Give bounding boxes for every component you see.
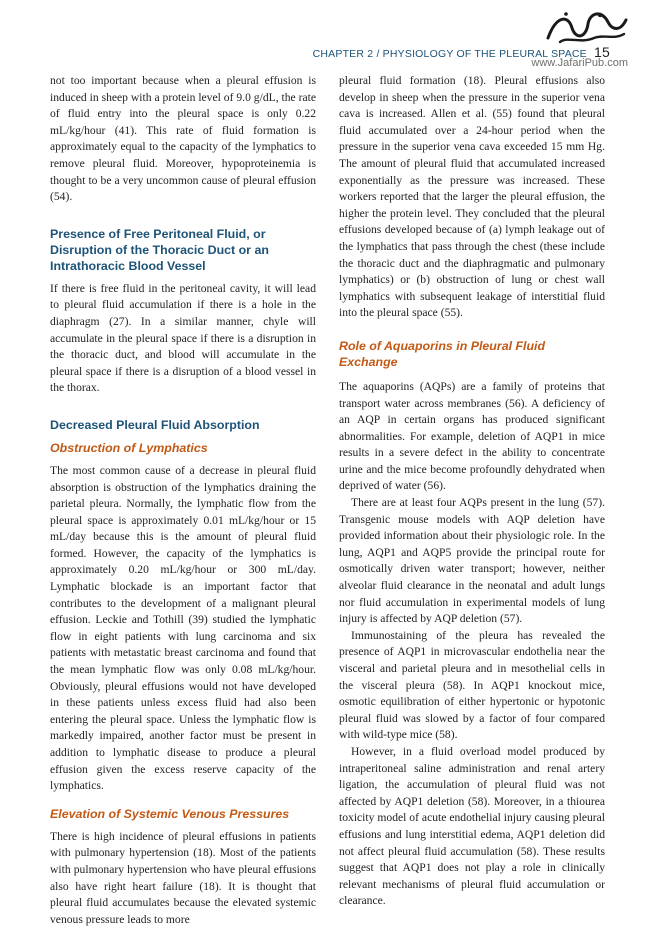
watermark-url: www.JafariPub.com xyxy=(531,57,628,69)
publisher-logo xyxy=(542,8,630,46)
right-column xyxy=(339,73,605,910)
left-paragraph-2: If there is free fluid in the peritoneal cavity, it will lead to pleural fluid accumulation if there is a hole in the diaphragm (27). In a similar manner, chyle will accumulate in the pleural space if there is a disruption in the thoracic duct, and blood will accumulate in the pleural space if there is a disruption of a blood vessel in the thorax. xyxy=(50,281,316,395)
left-paragraph-4: There is high incidence of pleural effusions in patients with pulmonary hypertension (18). Most of the patients with pulmonary hypertension who have pleural effusions also have right heart failure (18). It is thought that pleural fluid accumulates because the elevated systemic venous pressure leads to more xyxy=(50,829,316,926)
right-paragraph-5: However, in a fluid overload model produced by intraperitoneal saline administration and renal artery ligation, the accumulation of pleural fluid was not affected by AQP1 deletion (58). Moreover, in a thiourea toxicity model of acute endothelial injury causing pleural effusions and lung interstitial edema, AQP1 deletion did not affect pleural fluid accumulation (58). These results suggest that AQP1 does not play a role in clinically relevant mechanisms of pleural fluid accumulation or clearance. xyxy=(339,744,605,908)
left-paragraph-1: not too important because when a pleural effusion is induced in sheep with a protein level of 9.0 g/dL, the rate of fluid entry into the pleural space is only 0.22 mL/kg/hour (41). This rate of fluid formation is approximately equal to the capacity of the lymphatics to remove pleural fluid. Moreover, hypoproteinemia is thought to be a very uncommon cause of pleural effusion (54). xyxy=(50,74,316,204)
left-column xyxy=(50,73,316,928)
right-paragraph-2: The aquaporins (AQPs) are a family of proteins that transport water across membranes (56). A deficiency of an AQP in certain organs has produced significant abnormalities. For example, deletion of AQP1 in mice results in a severe defect in the ability to concentrate urine and the mice become profoundly dehydrated when deprived of water (56). xyxy=(339,379,605,493)
subheading-elevation-venous-pressures: Elevation of Systemic Venous Pressures xyxy=(50,806,290,821)
running-head-title: CHAPTER 2 / PHYSIOLOGY OF THE PLEURAL SPACE xyxy=(312,48,587,60)
section-heading-free-peritoneal-fluid: Presence of Free Peritoneal Fluid, or Disruption of the Thoracic Duct or an Intrathoracic Blood Vessel xyxy=(50,226,269,273)
subheading-role-of-aquaporins: Role of Aquaporins in Pleural Fluid Exchange xyxy=(339,338,546,369)
right-paragraph-1: pleural fluid formation (18). Pleural effusions also develop in sheep when the pressure in the superior vena cava is increased. Allen et al. (55) found that pleural fluid accumulated over a 24-hour period when the pressure in the superior vena cava exceeded 15 mm Hg. The amount of pleural fluid that accumulated increased exponentially as the pressure was increased. These workers reported that the larger the pleural effusion, the higher the protein level. They concluded that the pleural effusions developed because of (a) lymph leakage out of the lymphatics that pass through the chest (these include the thoracic duct and the diaphragmatic and pulmonary lymphatics) or (b) obstruction of lung or chest wall lymphatics with subsequent leakage of interstitial fluid into the pleural space (55). xyxy=(339,74,605,320)
subheading-obstruction-of-lymphatics: Obstruction of Lymphatics xyxy=(50,440,208,455)
right-paragraph-3: There are at least four AQPs present in the lung (57). Transgenic mouse models with AQP deletion have provided information about their physiologic role. In the lung, AQP1 and AQP5 provide the principal route for osmotically driven water transport; however, neither alveolar fluid clearance in the neonatal and adult lungs nor fluid accumulation in experimental models of lung injury is affected by AQP deletion (57). xyxy=(339,496,605,626)
left-paragraph-3: The most common cause of a decrease in pleural fluid absorption is obstruction of the lymphatics draining the parietal pleura. Normally, the lymphatic flow from the pleural space is approximately 0.01 mL/kg/hour or 15 mL/day because this is the amount of pleural fluid formed. However, the capacity of the lymphatics is approximately 0.20 mL/kg/hour or 300 mL/day. Lymphatic blockade is an important factor that contributes to the development of a malignant pleural effusion. Leckie and Tothill (39) studied the lymphatic flow in eight patients with lung carcinoma and six patients with metastatic breast carcinoma and found that the mean lymphatic flow was only 0.08 mL/kg/hour. Obviously, pleural effusions would not have developed in these patients unless excess fluid had also been entering the pleural space. Unless the lymphatic flow is markedly impaired, another factor must be present in addition to lymphatic disease to produce a pleural effusion given the excess reserve capacity of the lymphatics. xyxy=(50,463,316,793)
right-paragraph-4: Immunostaining of the pleura has revealed the presence of AQP1 in microvascular endothelia near the visceral and parietal pleura and in mesothelial cells in the visceral pleura (58). In AQP1 knockout mice, osmotic equilibration of either hypertonic or hypotonic pleural fluid was slowed by a factor of four compared with wild-type mice (58). xyxy=(339,628,605,742)
page-number: 15 xyxy=(594,44,610,60)
section-heading-decreased-absorption: Decreased Pleural Fluid Absorption xyxy=(50,417,260,432)
